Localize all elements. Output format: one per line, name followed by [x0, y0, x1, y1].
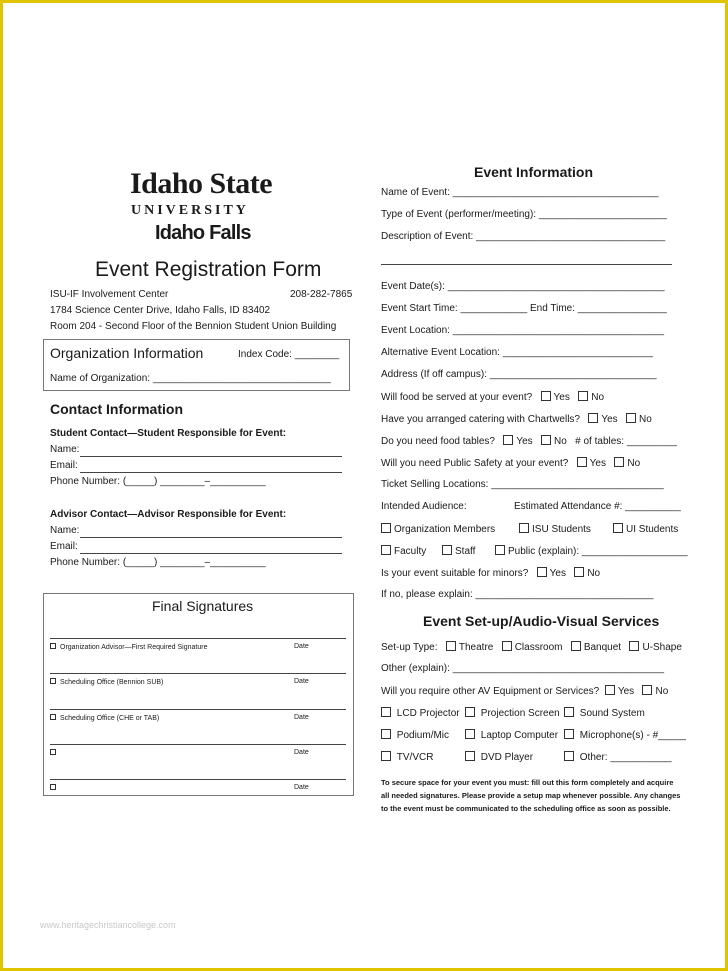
signatures-box: [43, 593, 354, 796]
student-email-field[interactable]: [80, 472, 342, 473]
signature-line[interactable]: [50, 779, 346, 780]
signature-date-label: Date: [294, 678, 309, 685]
checkbox-icon[interactable]: [564, 751, 574, 761]
av-heading: Event Set-up/Audio-Visual Services: [423, 613, 660, 629]
tables-question: Do you need food tables? Yes No # of tables: _________: [381, 436, 677, 447]
signature-label: [50, 749, 60, 757]
logo-campus: Idaho Falls: [155, 222, 251, 244]
student-email-label: Email:: [50, 460, 78, 471]
advisor-name-label: Name:: [50, 525, 80, 536]
setup-classroom-checkbox[interactable]: [502, 641, 512, 651]
safety-question: Will you need Public Safety at your event? Yes No: [381, 458, 641, 469]
signature-line[interactable]: [50, 673, 346, 674]
setup-type-row: Set-up Type: Theatre Classroom Banquet U-Shape: [381, 642, 682, 653]
tv-vcr-option[interactable]: TV/VCR: [381, 751, 433, 763]
safety-no-checkbox[interactable]: [614, 457, 624, 467]
tables-no-checkbox[interactable]: [541, 435, 551, 445]
checkbox-icon[interactable]: [50, 784, 56, 790]
watermark: www.heritagechristiancollege.com: [40, 920, 176, 930]
event-description-field[interactable]: Description of Event: __________________________________: [381, 231, 666, 242]
tables-yes-checkbox[interactable]: [503, 435, 513, 445]
intended-audience-label: Intended Audience:: [381, 501, 467, 512]
catering-yes-checkbox[interactable]: [588, 413, 598, 423]
address-phone: 208-282-7865: [290, 289, 353, 300]
setup-ushape-checkbox[interactable]: [629, 641, 639, 651]
checkbox-icon[interactable]: [564, 729, 574, 739]
student-name-label: Name:: [50, 444, 80, 455]
student-contact-heading: Student Contact—Student Responsible for Event:: [50, 428, 287, 439]
minors-no-checkbox[interactable]: [574, 567, 584, 577]
signature-label: Organization Advisor—First Required Signature: [50, 643, 207, 651]
address-line1: ISU-IF Involvement Center: [50, 289, 169, 300]
setup-banquet-checkbox[interactable]: [571, 641, 581, 651]
checkbox-icon[interactable]: [50, 678, 56, 684]
checkbox-icon[interactable]: [381, 729, 391, 739]
advisor-name-field[interactable]: [80, 537, 342, 538]
microphones-option[interactable]: Microphone(s) - #_____: [564, 729, 686, 741]
checkbox-icon[interactable]: [442, 545, 452, 555]
instructions-note: To secure space for your event you must: fill out this form completely and acquire all needed signatures. Please provide a setup map whenever possible. Any changes to the event must be communicated to the scheduling office as soon as possible.: [381, 778, 681, 813]
safety-yes-checkbox[interactable]: [577, 457, 587, 467]
laptop-option[interactable]: Laptop Computer: [465, 729, 558, 741]
checkbox-icon[interactable]: [50, 714, 56, 720]
dvd-player-option[interactable]: DVD Player: [465, 751, 533, 763]
organization-heading: Organization Information: [50, 345, 204, 361]
food-yes-checkbox[interactable]: [541, 391, 551, 401]
food-question: Will food be served at your event? Yes No: [381, 392, 605, 403]
checkbox-icon[interactable]: [381, 545, 391, 555]
sound-system-option[interactable]: Sound System: [564, 707, 645, 719]
event-type-field[interactable]: Type of Event (performer/meeting): _______________________: [381, 209, 667, 220]
event-dates-field[interactable]: Event Date(s): _______________________________________: [381, 281, 665, 292]
event-time-field[interactable]: Event Start Time: ____________ End Time: ________________: [381, 303, 667, 314]
setup-theatre-checkbox[interactable]: [446, 641, 456, 651]
podium-mic-option[interactable]: Podium/Mic: [381, 729, 449, 741]
checkbox-icon[interactable]: [564, 707, 574, 717]
signature-date-label: Date: [294, 643, 309, 650]
audience-faculty-option[interactable]: Faculty: [381, 545, 426, 557]
catering-question: Have you arranged catering with Chartwells? Yes No: [381, 414, 652, 425]
page-title: Event Registration Form: [95, 258, 322, 281]
av-no-checkbox[interactable]: [642, 685, 652, 695]
attendance-field[interactable]: Estimated Attendance #: __________: [514, 501, 681, 512]
student-phone-field[interactable]: Phone Number: (_____) ________–__________: [50, 476, 266, 487]
signature-label: Scheduling Office (CHE or TAB): [50, 714, 159, 722]
checkbox-icon[interactable]: [465, 707, 475, 717]
alt-location-field[interactable]: Alternative Event Location: ___________________________: [381, 347, 653, 358]
logo-university: UNIVERSITY: [131, 203, 249, 218]
audience-isu-option[interactable]: ISU Students: [519, 523, 591, 535]
checkbox-icon[interactable]: [613, 523, 623, 533]
event-location-field[interactable]: Event Location: ______________________________________: [381, 325, 665, 336]
signature-line[interactable]: [50, 744, 346, 745]
checkbox-icon[interactable]: [381, 751, 391, 761]
organization-name-field[interactable]: Name of Organization: ________________________________: [50, 373, 331, 384]
tables-count-field[interactable]: # of tables: _________: [575, 436, 677, 447]
signature-line[interactable]: [50, 638, 346, 639]
food-no-checkbox[interactable]: [578, 391, 588, 401]
event-name-field[interactable]: Name of Event: _____________________________________: [381, 187, 659, 198]
audience-ui-option[interactable]: UI Students: [613, 523, 678, 535]
signature-date-label: Date: [294, 784, 309, 791]
audience-staff-option[interactable]: Staff: [442, 545, 475, 557]
audience-org-option[interactable]: Organization Members: [381, 523, 495, 535]
signature-date-label: Date: [294, 714, 309, 721]
setup-other-field[interactable]: Other (explain): ______________________________________: [381, 663, 665, 674]
checkbox-icon[interactable]: [50, 643, 56, 649]
logo-wordmark: Idaho State: [130, 167, 273, 200]
ticket-locations-field[interactable]: Ticket Selling Locations: _______________________________: [381, 479, 664, 490]
signature-line[interactable]: [50, 709, 346, 710]
checkbox-icon[interactable]: [465, 729, 475, 739]
audience-public-option[interactable]: Public (explain): ___________________: [495, 545, 688, 557]
signatures-heading: Final Signatures: [152, 598, 254, 614]
advisor-email-field[interactable]: [80, 553, 342, 554]
av-equipment-question: Will you require other AV Equipment or Services? Yes No: [381, 686, 669, 697]
checkbox-icon[interactable]: [381, 707, 391, 717]
address-line3: Room 204 - Second Floor of the Bennion Student Union Building: [50, 321, 337, 332]
event-info-heading: Event Information: [474, 164, 594, 180]
advisor-phone-field[interactable]: Phone Number: (_____) ________–__________: [50, 557, 266, 568]
advisor-email-label: Email:: [50, 541, 78, 552]
signature-label: [50, 784, 60, 792]
checkbox-icon[interactable]: [381, 523, 391, 533]
address-line2: 1784 Science Center Drive, Idaho Falls, ID 83402: [50, 305, 271, 316]
advisor-contact-heading: Advisor Contact—Advisor Responsible for Event:: [50, 509, 287, 520]
lcd-projector-option[interactable]: LCD Projector: [381, 707, 460, 719]
minors-question: Is your event suitable for minors? Yes No: [381, 568, 601, 579]
checkbox-icon[interactable]: [495, 545, 505, 555]
contact-heading: Contact Information: [50, 401, 183, 417]
minors-explain-field[interactable]: If no, please explain: ________________________________: [381, 589, 654, 600]
catering-no-checkbox[interactable]: [626, 413, 636, 423]
checkbox-icon[interactable]: [519, 523, 529, 533]
index-code-field[interactable]: Index Code: ________: [238, 349, 340, 360]
av-yes-checkbox[interactable]: [605, 685, 615, 695]
checkbox-icon[interactable]: [50, 749, 56, 755]
student-name-field[interactable]: [80, 456, 342, 457]
checkbox-icon[interactable]: [465, 751, 475, 761]
projection-screen-option[interactable]: Projection Screen: [465, 707, 560, 719]
minors-yes-checkbox[interactable]: [537, 567, 547, 577]
other-equipment-option[interactable]: Other: ___________: [564, 751, 672, 763]
signature-date-label: Date: [294, 749, 309, 756]
address-off-campus-field[interactable]: Address (If off campus): ______________________________: [381, 369, 657, 380]
signature-label: Scheduling Office (Bennion SUB): [50, 678, 163, 686]
event-description-line[interactable]: [381, 264, 672, 265]
